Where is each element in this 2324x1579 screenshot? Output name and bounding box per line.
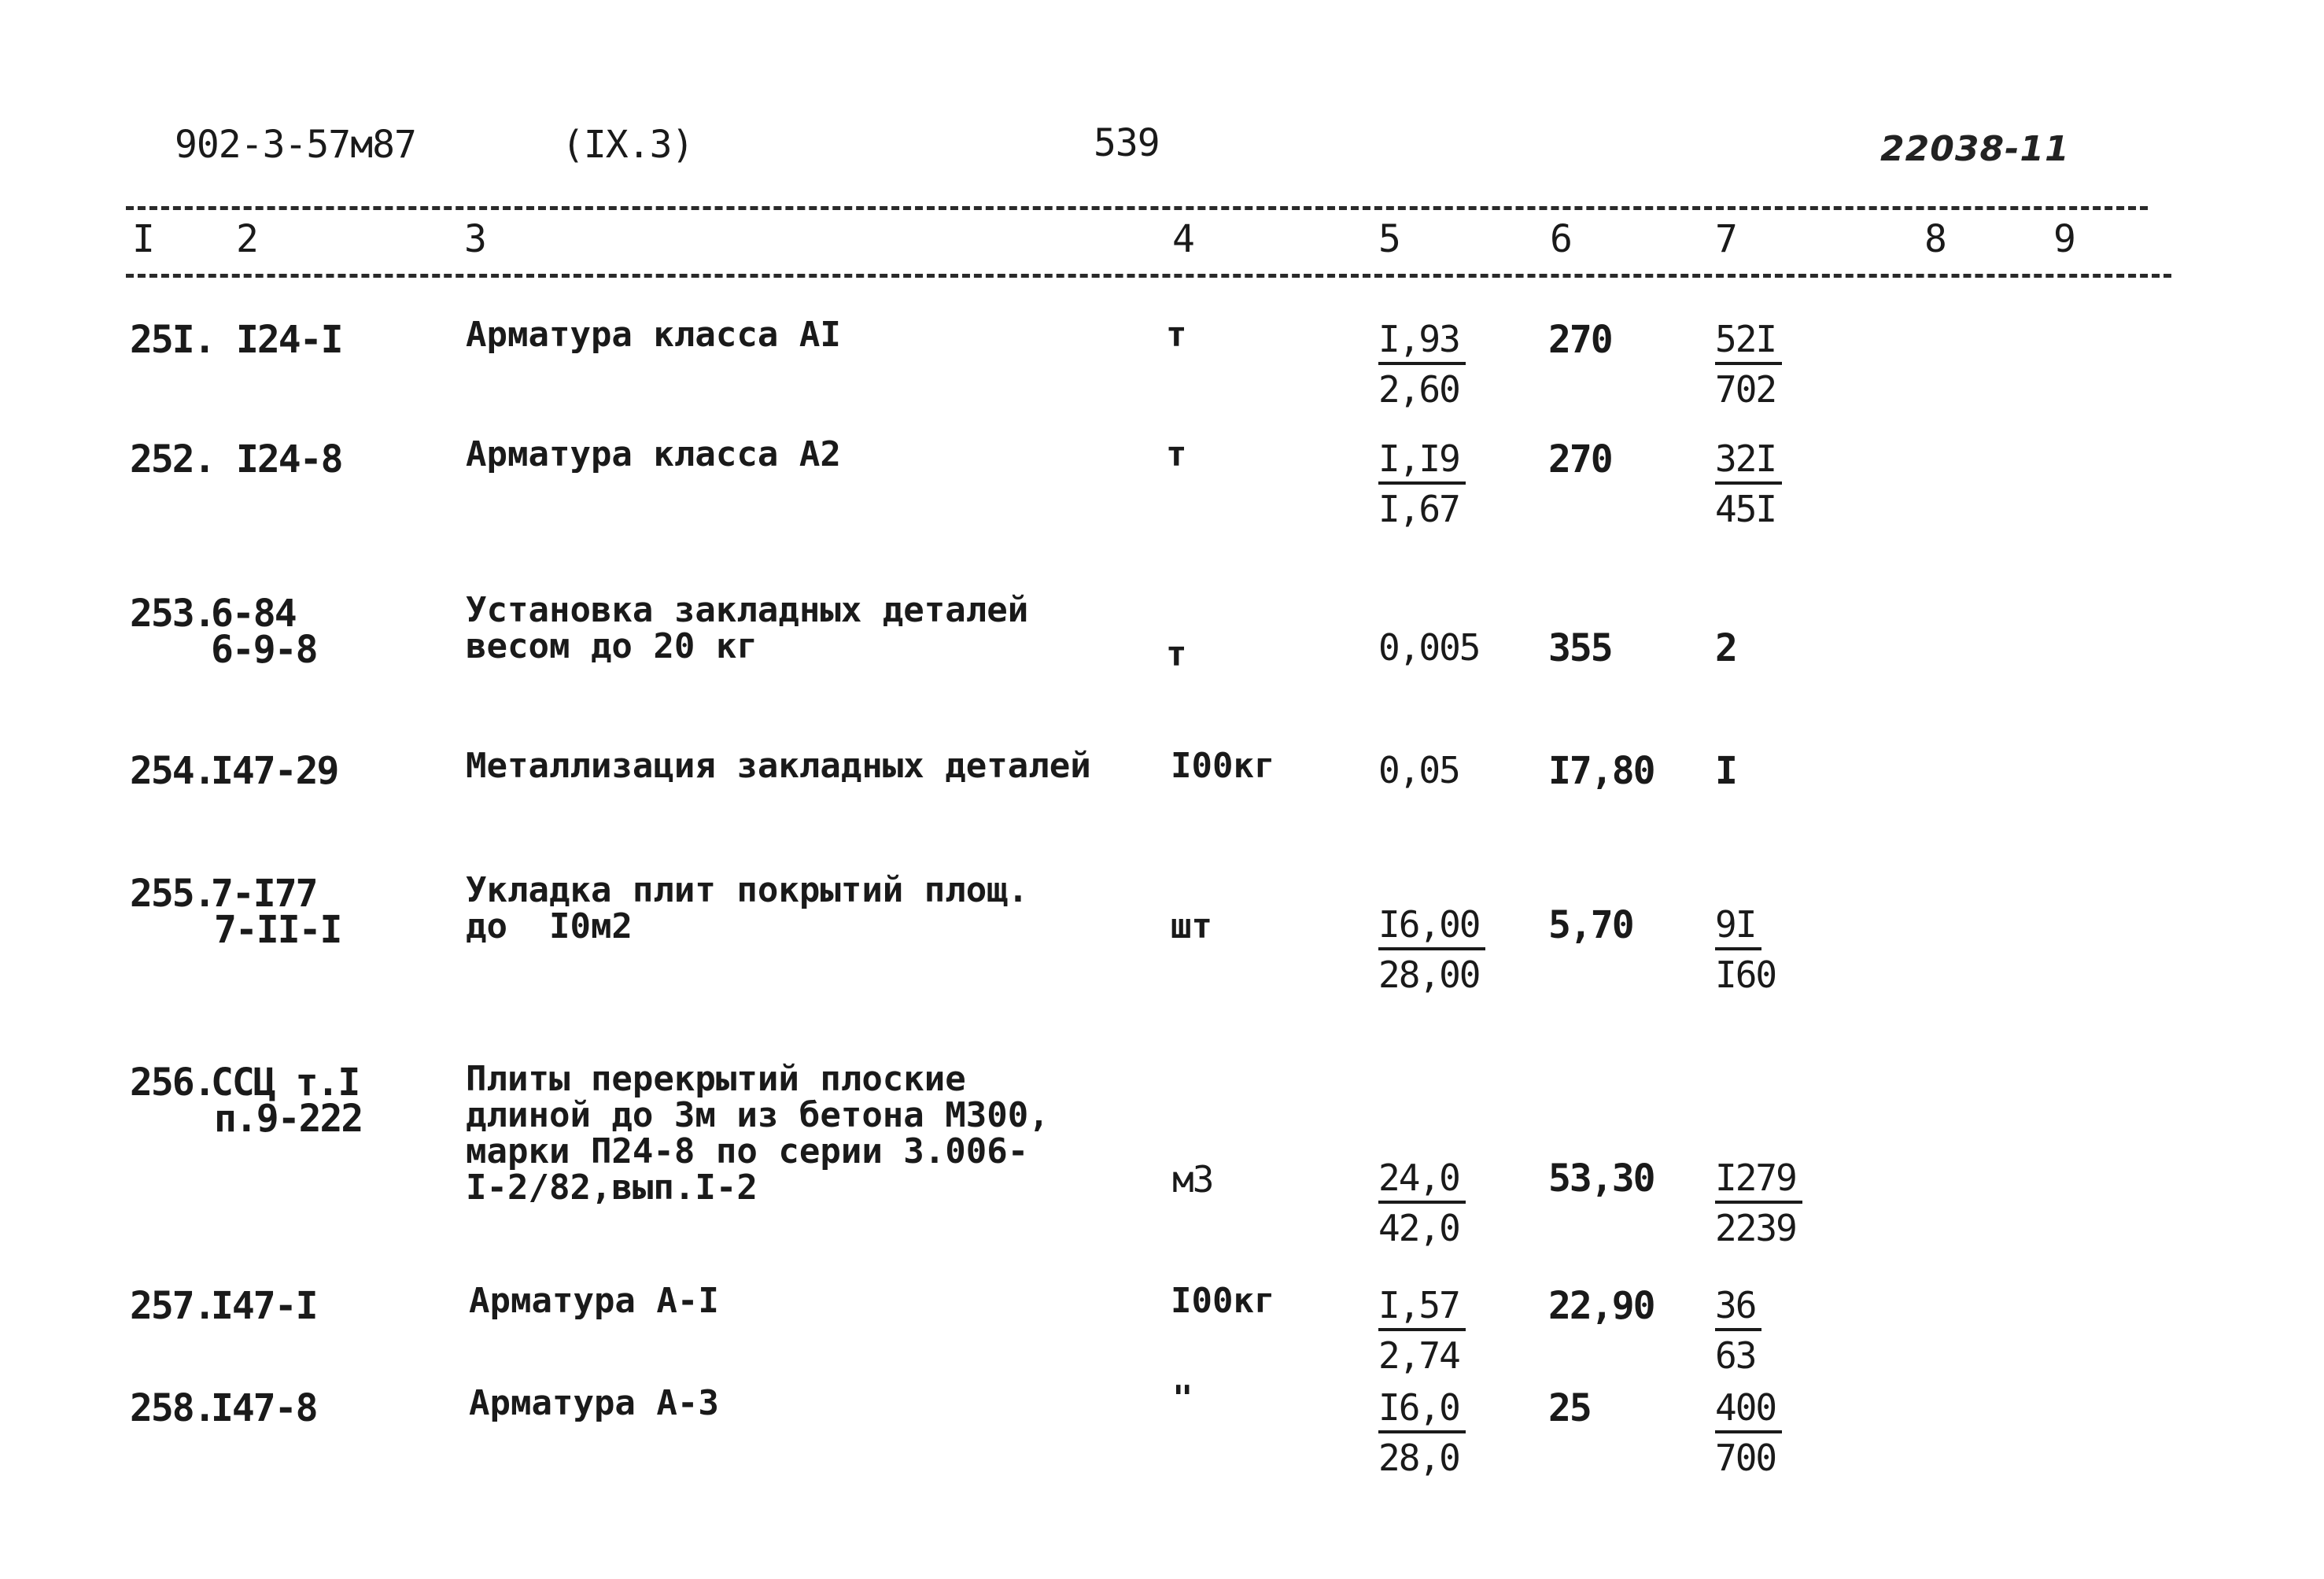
- row-total: [1715, 1157, 1802, 1249]
- total-top: 32I: [1715, 441, 1782, 485]
- row-unit-price: 22,90: [1548, 1284, 1654, 1328]
- row-number: 254.: [130, 749, 215, 793]
- row-code: 6-84: [211, 592, 296, 636]
- total-bottom: 702: [1715, 368, 1776, 411]
- row-code: 7-I77: [211, 872, 317, 916]
- row-unit: т: [1166, 315, 1187, 355]
- row-number: 25I.: [130, 318, 215, 362]
- quantity-top: I6,0: [1378, 1389, 1466, 1433]
- row-code: I24-I: [236, 318, 342, 362]
- header-top-rule: [126, 206, 2148, 210]
- handwritten-stamp: 22038-11: [1880, 129, 2070, 169]
- col-header-9: 9: [2053, 217, 2075, 261]
- row-quantity: [1378, 318, 1466, 411]
- row-number: 255.: [130, 872, 215, 916]
- total-bottom: 63: [1715, 1334, 1756, 1377]
- row-unit: м3: [1172, 1158, 1213, 1201]
- row-code: I47-8: [211, 1386, 317, 1430]
- row-description-line: длиной до 3м из бетона М300,: [466, 1095, 1049, 1135]
- total-top: I279: [1715, 1160, 1802, 1204]
- document-code: 902-3-57м87: [175, 123, 416, 167]
- col-header-3: 3: [464, 217, 486, 261]
- row-description: Арматура А-3: [469, 1383, 719, 1423]
- quantity-top: I,57: [1378, 1287, 1466, 1331]
- quantity-bottom: 2,60: [1378, 368, 1459, 411]
- row-description: Арматура класса AI: [466, 315, 841, 355]
- row-number: 252.: [130, 437, 215, 481]
- row-quantity: 0,005: [1378, 626, 1480, 669]
- total-top: 9I: [1715, 906, 1761, 950]
- row-number: 258.: [130, 1386, 215, 1430]
- col-header-4: 4: [1172, 217, 1194, 261]
- row-unit-price: 53,30: [1548, 1157, 1654, 1201]
- row-unit: шт: [1171, 906, 1212, 946]
- row-number: 253.: [130, 592, 215, 636]
- row-description: Арматура класса A2: [466, 434, 841, 474]
- row-unit-price: 5,70: [1548, 903, 1633, 947]
- row-total: [1715, 903, 1776, 996]
- row-total: [1715, 1386, 1782, 1479]
- row-description-line: Плиты перекрытий плоские: [466, 1059, 966, 1099]
- row-quantity: [1378, 903, 1485, 996]
- row-unit: т: [1166, 634, 1187, 674]
- row-code-secondary: 7-II-I: [214, 908, 341, 952]
- quantity-bottom: 28,0: [1378, 1437, 1459, 1479]
- row-unit: т: [1166, 434, 1187, 474]
- row-code: I24-8: [236, 437, 342, 481]
- row-description-line: весом до 20 кг: [466, 626, 758, 666]
- row-unit-price: 25: [1548, 1386, 1591, 1430]
- row-code: ССЦ т.I: [211, 1061, 360, 1105]
- row-description: Металлизация закладных деталей: [466, 746, 1091, 786]
- total-bottom: 2239: [1715, 1207, 1796, 1249]
- col-header-7: 7: [1715, 217, 1737, 261]
- quantity-bottom: 2,74: [1378, 1334, 1459, 1377]
- row-description-line: I-2/82,вып.I-2: [466, 1168, 758, 1208]
- row-code-secondary: 6-9-8: [211, 628, 317, 672]
- total-bottom: 700: [1715, 1437, 1776, 1479]
- row-unit-price: I7,80: [1548, 749, 1654, 793]
- quantity-bottom: 42,0: [1378, 1207, 1459, 1249]
- row-unit-price: 355: [1548, 626, 1612, 670]
- row-number: 257.: [130, 1284, 215, 1328]
- row-description-line: марки П24-8 по серии 3.006-: [466, 1131, 1029, 1171]
- total-top: 400: [1715, 1389, 1782, 1433]
- row-quantity: [1378, 437, 1466, 530]
- total-bottom: 45I: [1715, 488, 1776, 530]
- row-unit: I00кг: [1171, 746, 1275, 786]
- section-number: (IX.3): [562, 123, 694, 167]
- row-description-line: до I0м2: [466, 906, 633, 946]
- col-header-2: 2: [236, 217, 258, 261]
- row-code: I47-I: [211, 1284, 317, 1328]
- quantity-top: I,93: [1378, 321, 1466, 365]
- row-unit-price: 270: [1548, 318, 1612, 362]
- row-unit-price: 270: [1548, 437, 1612, 481]
- total-bottom: I60: [1715, 954, 1776, 996]
- quantity-top: I6,00: [1378, 906, 1485, 950]
- page-number: 539: [1094, 121, 1160, 165]
- col-header-6: 6: [1550, 217, 1572, 261]
- quantity-top: I,I9: [1378, 441, 1466, 485]
- header-bottom-rule: [126, 274, 2171, 278]
- quantity-bottom: 28,00: [1378, 954, 1480, 996]
- row-quantity: [1378, 1157, 1466, 1249]
- row-description-line: Укладка плит покрытий площ.: [466, 870, 1029, 910]
- row-number: 256.: [130, 1061, 215, 1105]
- total-top: 36: [1715, 1287, 1761, 1331]
- row-total: I: [1715, 749, 1736, 793]
- row-total: [1715, 1284, 1761, 1377]
- quantity-top: 24,0: [1378, 1160, 1466, 1204]
- col-header-8: 8: [1924, 217, 1946, 261]
- quantity-bottom: I,67: [1378, 488, 1459, 530]
- row-quantity: 0,05: [1378, 749, 1459, 791]
- row-description-line: Установка закладных деталей: [466, 590, 1029, 630]
- row-description: Арматура А-I: [469, 1281, 719, 1321]
- row-quantity: [1378, 1284, 1466, 1377]
- total-top: 52I: [1715, 321, 1782, 365]
- col-header-1: I: [132, 217, 154, 261]
- row-total: 2: [1715, 626, 1736, 670]
- row-total: [1715, 318, 1782, 411]
- row-unit: ": [1172, 1378, 1193, 1419]
- row-total: [1715, 437, 1782, 530]
- col-header-5: 5: [1378, 217, 1400, 261]
- row-quantity: [1378, 1386, 1466, 1479]
- row-code-secondary: п.9-222: [214, 1097, 363, 1141]
- row-code: I47-29: [211, 749, 338, 793]
- row-unit: I00кг: [1171, 1281, 1275, 1321]
